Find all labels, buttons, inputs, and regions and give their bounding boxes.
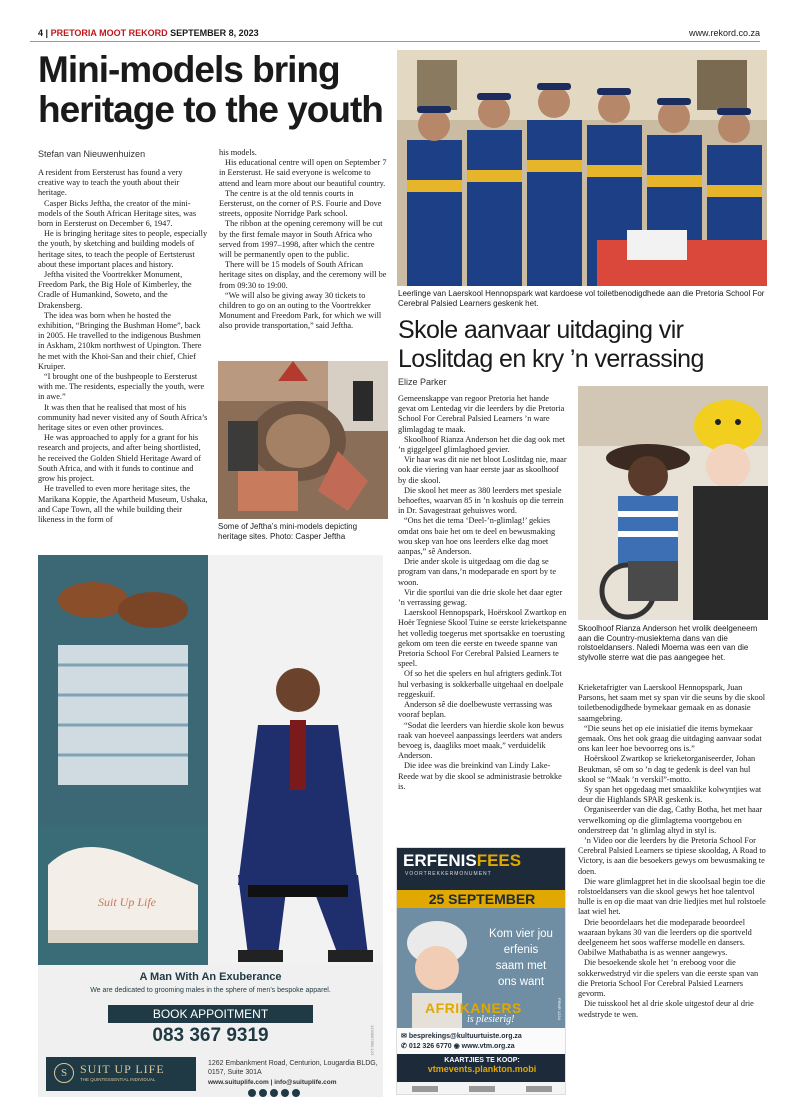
twitter-icon[interactable] [270, 1089, 278, 1097]
erfenis-web[interactable]: www.vtm.org.za [461, 1043, 515, 1050]
paragraph: He travelled to even more heritage sites, the Marikana Koppie, the Apartheid Museum, Ushaka, and Cape Town, all the while building their likeness in the form of [38, 484, 208, 524]
linkedin-icon[interactable] [281, 1089, 289, 1097]
article2-headline: Skole aanvaar uitdaging vir Loslitdag en kry ’n verrassing [398, 316, 704, 373]
paragraph: Vir die sportlui van die drie skole het daar egter ’n verrassing gewag. [398, 587, 563, 608]
ad-tagline: A Man With An Exuberance [139, 971, 282, 983]
ad-address: 1262 Embankment Road, Centurion, Lougardia BLDG, 0157, Suite 301A [208, 1060, 378, 1076]
page-header [30, 24, 760, 42]
model-panel [208, 555, 383, 965]
erfenis-contact[interactable]: ✆ 012 326 6770 ◉ www.vtm.org.za [401, 1043, 515, 1050]
slogan-line-4: ons want [497, 976, 545, 988]
paragraph: The centre is at the old tennis courts in Eersterust, on the corner of P.S. Fourie and Dove streets, opposite Norridge Park school. [219, 188, 382, 219]
paragraph: He was approached to apply for a grant for his research and projects, and after being shortlisted, he received the Golden Shield Heritage Award of South Africa, and with it funds to continue and grow his project. [38, 433, 202, 484]
paragraph: The idea was born when he hosted the exhibition, “Bringing the Bushman Home”, back in 2005. He travelled to the indigenous Bushmen in Askham, 210km northwest of Upington. There he met with the Khoi-San and their chief, Chief Kruiper. [38, 310, 202, 371]
paragraph: He is bringing heritage sites to people, especially the youth, by sketching and building models of heritage sites, to teach the people of Eertsterust about these important places and history. [38, 229, 208, 269]
slogan-line-3: saam met [495, 960, 547, 972]
erfenis-subtitle: VOORTREKKERMONUMENT [405, 871, 492, 877]
ad-subtitle: We are dedicated to grooming males in the sphere of men’s bespoke apparel. [90, 987, 331, 994]
paragraph: Of so het die spelers en hul afrigters gedink.Tot hul verbasing is sokkerballe uitgehaal en doelpale reggeskuif. [398, 669, 564, 699]
instagram-icon[interactable] [259, 1089, 267, 1097]
header-left [38, 28, 259, 38]
slogan-line-1: Kom vier jou [489, 928, 553, 940]
slogan-line-2: erfenis [503, 944, 539, 956]
paragraph: His educational centre will open on September 7 in Eersterust. He said everyone is welcome to attend and learn more about our beautiful country. [219, 158, 387, 188]
website[interactable]: www.rekord.co.za [688, 28, 760, 38]
shoe-text: Suit Up Life [98, 895, 157, 909]
plesierig-text: is plesierig! [467, 1014, 515, 1025]
erfenis-phone[interactable]: 012 326 6770 [408, 1043, 452, 1050]
header-separator: | [45, 28, 49, 38]
suitup-advert[interactable] [38, 555, 383, 1097]
paragraph: Gemeenskappe van regoor Pretoria het hande gevat om Lentedag vir die leerders by die Pretoria School For Cerebral Palsied Learners ’n ware glimlagdag te maak. [398, 394, 565, 434]
paragraph: It was then that he realised that most of his community had never visited any of South Africa’s heritage sites or even other provinces. [38, 402, 208, 433]
paragraph: Vir haar was dit nie net bloot Loslitdag nie, maar ook die viering van haar eerste jaar as skoolhoof by die skool. [398, 455, 567, 485]
brand-block [46, 1057, 196, 1091]
paragraph: “Ons het die tema ‘Deel-’n-glimlag!’ gekies omdat ons baie het om te deel en bewusmaking wou skep van hoe ons leerders elke dag moet aanpas,” sê Anderson. [398, 516, 556, 557]
paragraph: his models. [219, 148, 257, 157]
book-appointment-button[interactable]: BOOK APPOITMENT [108, 1005, 313, 1023]
paragraph: Anderson sê die doelbewuste verrassing was vooraf beplan. [398, 700, 553, 720]
article1-column-2 [219, 148, 389, 332]
paragraph: Die besoekende skole het ’n ereboog voor die sokkerwedstryd vir die spelers van die eerste span van die Pretoria School For Cerebral Palsied Learners gevorm. [578, 958, 759, 999]
sponsor-logo-icon [412, 1086, 438, 1092]
ad-phone[interactable]: 083 367 9319 [152, 1025, 269, 1046]
facebook-icon[interactable] [248, 1089, 256, 1097]
paragraph: There will be 15 models of South African heritage sites on display, and the ceremony will be from 09:30 to 19:00. [219, 260, 387, 290]
article2-column-1 [398, 394, 568, 792]
learners-caption: Leerlinge van Laerskool Hennopspark wat kardoese vol toiletbenodigdhede aan die Pretoria School For Cerebral Palsied Learners geskenk het. [398, 289, 765, 308]
paragraph: Organiseerder van die dag, Cathy Botha, het met haar verwelkoming op die glimlagtema voortgebou en onderstreep dat ’n glimlag altyd in styl is. [578, 805, 763, 835]
paragraph: “Sodat die leerders van hierdie skole kon bewus raak van hoeveel aanpassings leerders wat anders bevoeg is, daagliks moet maak,” verduidelik Anderson. [398, 720, 564, 761]
sponsor-logo-icon [526, 1086, 552, 1092]
erfenis-slogan [477, 926, 565, 990]
principal-photo [578, 386, 768, 620]
tickets-banner [397, 1054, 566, 1082]
email-text[interactable]: besprekings@kultuurtuiste.org.za [408, 1033, 522, 1040]
tickets-url[interactable]: vtmevents.plankton.mobi [427, 1064, 537, 1074]
sponsor-logo-icon [469, 1086, 495, 1092]
paragraph: “Die seuns het op eie inisiatief die items bymekaar gemaak. Ons het ook graag die uitdaging aanvaar sodat ons kan leer hoe bevoorreg ons is.” [578, 723, 762, 754]
models-caption: Some of Jeftha’s mini-models depicting heritage sites. Photo: Casper Jeftha [218, 522, 358, 541]
paragraph: A resident from Eersterust has found a very creative way to teach the youth about their heritage. [38, 168, 183, 198]
learners-photo [397, 50, 767, 286]
article1-column-1 [38, 168, 208, 525]
paragraph: Skoolhoof Rianza Anderson het die dag ook met ’n giggelgeel glimlaghoed gevier. [398, 434, 566, 455]
shoes-panel [38, 555, 208, 825]
paragraph: Die skool het meer as 380 leerders met spesiale behoeftes, waarvan 85 in ’n koshuis op die terrein in Dr. Savagestraat gehuisves word. [398, 485, 564, 516]
social-icons [248, 1089, 300, 1097]
paragraph: The ribbon at the opening ceremony will be cut by the first female mayor in South Africa who served from 1997–1998, after which the centre will be permanently open to the public. [219, 219, 383, 260]
paragraph: Laerskool Hennopspark, Hoërskool Zwartkop en Hoër Tegniese Skool Tuine se eerste krieketspanne het volledig toegerus met sportsakke en toerusting gekom om teen die eerste en tweede spanne van Pretoria School For Cerebral Palsied Learners te speel. [398, 608, 567, 669]
erfenis-side-code: PRMR 1234 [557, 998, 562, 1020]
erfenis-title-1: ERFENIS [403, 851, 477, 870]
paragraph: Drie beoordelaars het die modeparade beoordeel waaraan bykans 30 van die leerders op die sportveld deelgeneem het soos wafferse modelle en dansers. Oabilwe Mathabatha is as wenner aangewys. [578, 917, 752, 958]
erfenis-banner [397, 848, 566, 890]
article2-byline: Elize Parker [398, 377, 447, 387]
principal-caption: Skoolhoof Rianza Anderson het vrolik deelgeneem aan die Country-musiektema dans van die rolstoeldansers. Naledi Moema was een van die stylvolle sterre wat die pas aangegee het. [578, 624, 758, 662]
paragraph: ’n Video oor die leerders by die Pretoria School For Cerebral Palsied Learners se tipiese skooldag, A Road to Victory, is aan die besoekers gewys om bewusmaking te doen. [578, 836, 766, 876]
paragraph: Die tuisskool het al drie skole uitgestof deur al drie wedstryde te wen. [578, 999, 754, 1019]
erfenis-date: 25 SEPTEMBER [397, 890, 566, 908]
article1-headline: Mini-models bring heritage to the youth [38, 49, 383, 130]
paragraph: “I brought one of the bushpeople to Eersterust with me. The residents, especially the youth, were in awe.” [38, 372, 205, 402]
models-photo [218, 361, 388, 519]
erfenis-photo [397, 908, 566, 1028]
erfenis-title [403, 851, 521, 871]
sponsor-logos [397, 1082, 566, 1095]
paragraph: Krieketafrigter van Laerskool Hennopspark, Juan Parsons, het saam met sy span vir die seuns by die skool toiletbenodigdhede bymekaar gemaak en as donasie saamgebring. [578, 683, 766, 723]
paragraph: Die ware glimlagpret het in die skoolsaal begin toe die rolstoeldansers van die skool gewys het hoe talentvol hulle is en op die maat van drie liedjies met hul rolstoele laat wiel het. [578, 876, 766, 917]
paragraph: Sy span het opgedaag met smaaklike kolwyntjies wat deur die Highlands SPAR geskenk is. [578, 785, 762, 805]
article2-column-2 [578, 683, 768, 1020]
afrikaners-text: AFRIKANERS [425, 1000, 522, 1016]
paragraph: Casper Bicks Jeftha, the creator of the mini-models of the South African Heritage sites, was born in Eersterust on December 6, 1947. [38, 198, 197, 229]
erfenis-email[interactable]: ✉ besprekings@kultuurtuiste.org.za [401, 1033, 522, 1040]
paragraph: Drie ander skole is uitgedaag om die dag se program van dans,’n modeparade en sport by te woon. [398, 557, 557, 587]
ad-side-code: 1234567890-123 [370, 1025, 375, 1056]
ad-web[interactable]: www.suituplife.com | info@suituplife.com [208, 1079, 337, 1086]
brand-name: SUIT UP LIFE [80, 1062, 165, 1076]
publication-name: PRETORIA MOOT REKORD [50, 28, 168, 38]
erfenis-title-2: FEES [476, 851, 522, 870]
erfenisfees-advert[interactable] [396, 847, 566, 1095]
whatsapp-icon[interactable] [292, 1089, 300, 1097]
contact-panel [38, 965, 383, 1097]
paragraph: “We will also be giving away 30 tickets to children to go on an outing to the Voortrekker Monument and Freedom Park, for which we will also provide transportation,” said Jeftha. [219, 290, 382, 331]
tickets-label: KAARTJIES TE KOOP: [444, 1057, 520, 1064]
paragraph: Die idee was die breinkind van Lindy Lake-Reede wat by die skool se administrasie betrokke is. [398, 761, 562, 791]
sneaker-panel [38, 825, 208, 965]
paragraph: Jeftha visited the Voortrekker Monument, Freedom Park, the Big Hole of Kimberley, the Cradle of Humankind, Soweto, and the Drakensberg. [38, 270, 192, 310]
brand-sub: THE QUINTESSENTIAL INDIVIDUAL [80, 1077, 156, 1082]
brand-logo-icon: S [54, 1063, 74, 1083]
article1-byline: Stefan van Nieuwenhuizen [38, 149, 146, 159]
page-number: 4 [38, 28, 44, 38]
issue-date: SEPTEMBER 8, 2023 [170, 28, 259, 38]
paragraph: Hoërskool Zwartkop se krieketorganiseerder, Johan Beukman, sê om so ’n dag te gedenk is deel van hul skool se “Maak ’n verskil”-motto. [578, 754, 756, 784]
